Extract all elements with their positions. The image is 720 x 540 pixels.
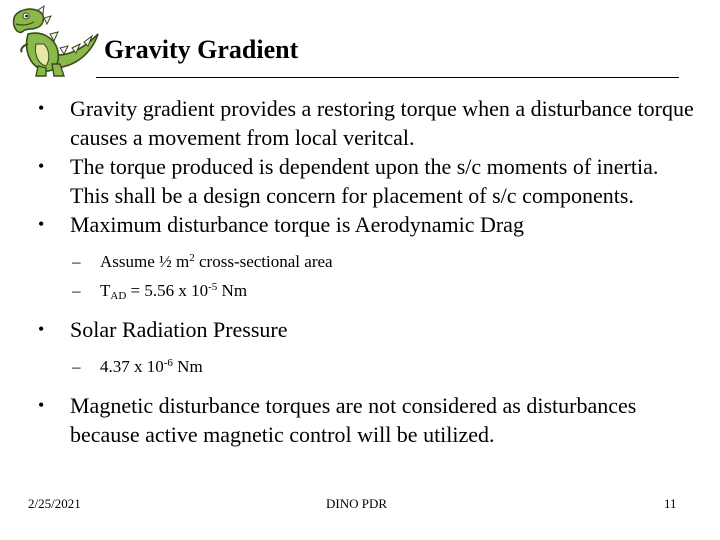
bullet-text: Solar Radiation Pressure [70,317,288,342]
sub-bullet-text: Assume ½ $m^2$ cross-sectional area [100,252,333,271]
sub-bullet-text: $T_{AD} = 5.56$ x $10^{-5}$ Nm [100,281,248,302]
sub-bullet-item [38,247,698,276]
slide-content [38,94,698,449]
page-number: 11 [664,496,677,511]
footer-title: DINO PDR [326,496,388,511]
bullet-item [38,315,698,344]
bullet-text: Gravity gradient provides a restoring torque when a disturbance torque causes a movement from local veritcal. [70,96,694,150]
bullet-dot: • [38,319,45,339]
slide-title: Gravity Gradient [104,35,299,64]
bullet-item [38,94,698,152]
bullet-item [38,391,698,449]
bullet-item [38,152,698,210]
bullet-text: Maximum disturbance torque is Aerodynamic Drag [70,212,524,237]
bullet-dot: • [38,156,45,176]
bullet-dot: • [38,214,45,234]
bullet-text: Magnetic disturbance torques are not considered as disturbances because active magnetic control will be utilized. [70,393,637,447]
title-divider [96,77,679,78]
bullet-item [38,210,698,239]
sub-bullet-text: 4.37 x $10^{-6}$ Nm [100,357,203,376]
sub-bullet-item [38,276,698,305]
sub-bullet-dash: – [72,281,81,300]
sub-bullet-item [38,352,698,381]
footer-date: 2/25/2021 [28,496,81,511]
dinosaur-mascot-icon [6,4,106,80]
bullet-text: The torque produced is dependent upon the s/c moments of inertia. This shall be a design concern for placement of s/c components. [70,154,659,208]
bullet-dot: • [38,395,45,415]
sub-bullet-dash: – [72,252,81,271]
sub-bullet-dash: – [72,357,81,376]
bullet-dot: • [38,98,45,118]
